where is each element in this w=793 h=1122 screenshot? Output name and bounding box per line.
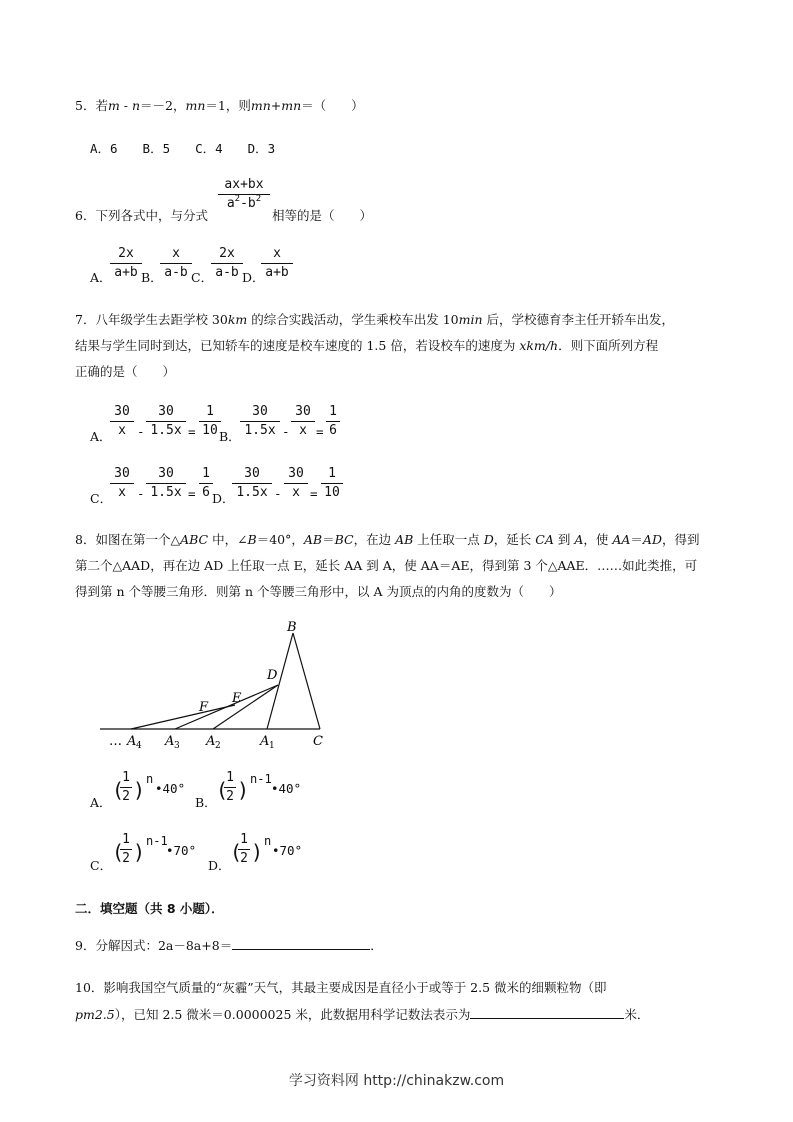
q7-d-f3-num: 1 [328,466,336,481]
q7-d-f1-bar [232,483,272,484]
label-f: F [199,700,209,715]
q7-line-1 [75,310,674,328]
q6-c-num: 2x [219,246,235,261]
q6-den-a: a [226,196,235,211]
q8-line-3: 得到第 n 个等腰三角形．则第 n 个等腰三角形中，以 A 为顶点的内角的度数为（ ） [75,584,562,599]
q7-l2-a: 结果与学生同时到达，已知轿车的速度是校车速度的 1.5 倍，若设校车的速度为 [75,338,520,353]
q6-frac-bar [218,194,270,195]
q8-l1-B: B [247,532,257,547]
q7-d-f2-bar [284,483,308,484]
q8-l1-h: 到 [553,532,575,547]
q10-line-2 [75,1005,649,1023]
q7-a-f3-den: 10 [202,423,218,438]
label-c: C [313,734,323,749]
label-a2: A [206,734,216,749]
q7-c-f2-den: 1.5x [150,485,182,500]
q7-line-3: 正确的是（ ） [75,364,176,379]
q6-a-num: 2x [118,246,134,261]
q7-b-frac1 [240,404,280,439]
q8-a-paren-close: ) [133,778,146,802]
q8-a-paren-open: ( [112,778,125,802]
q7-a-minus: - [137,424,145,439]
q8-triangle-figure [95,615,335,755]
q8-c-half-den: 2 [122,851,130,866]
q6-option-d-label: D． [242,270,265,285]
q6-option-c-fraction [211,246,243,281]
label-a4-sub: 4 [136,741,142,751]
q7-a-frac2 [146,404,186,439]
q7-c-frac1 [110,466,134,501]
q6-den-sup1: 2 [234,194,241,204]
q7-a-f1-bar [110,421,134,422]
q7-a-f3-num: 1 [206,404,214,419]
q7-c-f1-bar [110,483,134,484]
label-d: D [267,668,278,683]
q8-l1-a: 8．如图在第一个△ [75,532,181,547]
q8-c-exponent: n-1 [146,834,168,848]
label-e: E [232,691,242,706]
q7-line-2 [75,336,658,354]
q8-l1-ab: AB [303,532,323,547]
q6-frac-numerator: ax+bx [224,177,264,192]
q10-end: 米． [624,1007,650,1022]
q6-option-a-fraction [110,246,142,281]
footer-watermark: 学习资料网 http://chinakzw.com [288,1073,505,1089]
q7-a-f1-num: 30 [114,404,130,419]
q8-b-paren-open: ( [216,778,229,802]
q7-d-f1-den: 1.5x [236,485,268,500]
q10-answer-blank[interactable] [470,1006,624,1019]
q8-a-exponent: n [146,772,154,786]
q6-option-c-label: C． [191,270,214,285]
q6-d-den: a+b [265,265,289,280]
q8-b-half [224,770,236,805]
q8-option-a-label: A． [90,795,112,810]
q7-d-f2-den: x [292,485,300,500]
q7-d-minus: - [274,486,282,501]
q7-option-a-label: A． [90,429,112,444]
label-a4: A [127,734,137,749]
q5-text-c: ＝1，则 [205,98,251,113]
question-9 [75,936,383,954]
q8-d-half-bar [238,849,250,850]
q7-c-f3-num: 1 [202,466,210,481]
q7-l2-b: ．则下面所列方程 [558,338,659,353]
q8-l1-ab2: AB [395,532,414,547]
q8-c-half-bar [120,849,132,850]
q8-b-degree: •40° [271,781,302,796]
q7-d-f1-num: 30 [244,466,260,481]
q7-b-f2-den: x [299,423,307,438]
q8-l1-j: ＝ [630,532,643,547]
q6-stem-a: 6．下列各式中，与分式 [75,208,208,223]
q7-a-frac3 [199,404,221,439]
q8-d-half-den: 2 [240,851,248,866]
q5-expr-m-n: m - n [107,98,141,113]
q7-b-f3-num: 1 [329,404,337,419]
q5-expr-sum: mn+mn [250,98,302,113]
q8-d-paren-close: ) [251,840,264,864]
q7-b-f3-den: 6 [329,423,337,438]
q8-l1-i: ，使 [583,532,613,547]
q8-d-exponent: n [264,834,272,848]
q8-l1-g: ，延长 [493,532,536,547]
question-5-stem [75,96,364,114]
q7-a-frac1 [110,404,134,439]
q8-a-half-num: 1 [122,770,130,785]
q7-d-frac2 [284,466,308,501]
q6-option-d-fraction [261,246,293,281]
label-a3-sub: 3 [174,741,180,751]
q6-option-b-fraction [160,246,192,281]
q6-b-bar [160,263,192,264]
q5-text-d: ＝（ ） [301,98,364,113]
q8-l1-bc: BC [334,532,354,547]
q6-den-sup2: 2 [255,194,262,204]
q7-d-f3-den: 10 [324,485,340,500]
q8-a-degree: •40° [155,781,186,796]
q7-a-f2-den: 1.5x [150,423,182,438]
q6-a-bar [110,263,142,264]
q7-d-frac3 [321,466,343,501]
q6-b-den: a-b [164,265,188,280]
q8-l1-ca: CA [535,532,554,547]
q8-l1-d: ＝ [322,532,335,547]
q8-a-half-bar [120,787,132,788]
q7-b-f2-bar [291,421,315,422]
q7-b-f3-bar [326,421,340,422]
q8-l1-A: A [574,532,584,547]
q7-b-f2-num: 30 [295,404,311,419]
q7-b-f1-den: 1.5x [244,423,276,438]
q7-c-frac2 [146,466,186,501]
q8-option-d-label: D． [208,858,231,873]
q5-text-b: ＝－2， [140,98,186,113]
q8-line-2: 第二个△AAD，再在边 AD 上任取一点 E，延长 AA 到 A，使 AA＝AE，得到第 3 个△AAE．……如此类推，可 [75,558,698,573]
label-a1: A [260,734,270,749]
q7-a-f2-num: 30 [158,404,174,419]
q7-b-eq: = [316,424,324,439]
q6-b-num: x [172,246,180,261]
q7-c-frac3 [199,466,213,501]
q8-c-paren-close: ) [133,840,146,864]
q10-line-1: 10．影响我国空气质量的“灰霾”天气，其最主要成因是直径小于或等于 2.5 微米的细颗粒物（即 [75,980,607,995]
q5-expr-mn: mn [185,98,206,113]
q7-b-frac3 [326,404,340,439]
section-2-heading: 二．填空题（共 8 小题）． [75,901,224,916]
label-b: B [287,620,297,635]
q6-c-bar [211,263,243,264]
segment-bc [293,633,320,729]
q7-c-f1-den: x [118,485,126,500]
q7-option-c-label: C． [90,491,113,506]
q10-pm25: pm2.5 [75,1007,115,1022]
q7-d-f2-num: 30 [288,466,304,481]
q7-l1-b: 的综合实践活动，学生乘校车出发 10 [247,312,459,327]
q8-l1-k: ，得到 [661,532,700,547]
q7-c-eq: = [188,486,196,501]
q6-d-bar [261,263,293,264]
q7-b-f1-bar [240,421,280,422]
q7-c-f2-num: 30 [158,466,174,481]
q8-a-half [120,770,132,805]
q7-d-frac1 [232,466,272,501]
q8-l1-aa: AA [612,532,631,547]
q9-answer-blank[interactable] [232,937,370,950]
q7-l1-min: min [458,312,483,327]
q8-b-paren-close: ) [237,778,250,802]
q8-l1-ad: AD [642,532,662,547]
q8-option-b-label: B． [195,795,217,810]
q7-l1-a: 7．八年级学生去距学校 30 [75,312,228,327]
q9-stem: 9．分解因式：2a－8a+8＝ [75,938,233,953]
q8-b-exponent: n-1 [250,772,272,786]
q6-main-fraction [218,177,270,213]
q7-l1-c: 后，学校德育李主任开轿车出发， [482,312,675,327]
q8-l1-abc: ABC [180,532,209,547]
q8-l1-f: 上任取一点 [413,532,484,547]
q7-d-f3-bar [321,483,343,484]
q7-l1-km: km [227,312,248,327]
q7-option-d-label: D． [212,491,235,506]
q7-c-f1-num: 30 [114,466,130,481]
q6-stem-b: 相等的是（ ） [272,208,373,223]
q7-a-f2-bar [146,421,186,422]
q10-l2-text: ），已知 2.5 微米＝0.0000025 米，此数据用科学记数法表示为 [114,1007,471,1022]
q8-a-half-den: 2 [122,789,130,804]
q8-d-paren-open: ( [230,840,243,864]
q5-text-a: 5．若 [75,98,108,113]
label-a2-sub: 2 [215,741,221,751]
q8-b-half-den: 2 [226,789,234,804]
q6-a-den: a+b [114,265,138,280]
q7-b-frac2 [291,404,315,439]
q7-c-f2-bar [146,483,186,484]
q6-frac-denominator [218,196,270,213]
q8-d-half-num: 1 [240,832,248,847]
q8-l1-e: ，在边 [353,532,396,547]
q8-d-degree: •70° [272,843,303,858]
q8-l1-b: 中，∠ [208,532,248,547]
q7-option-b-label: B． [219,429,241,444]
q7-a-f3-bar [199,421,221,422]
q8-b-half-num: 1 [226,770,234,785]
q7-c-f3-bar [199,483,213,484]
q6-den-b: -b [240,196,256,211]
q7-c-minus: - [137,486,145,501]
q8-c-paren-open: ( [112,840,125,864]
q6-option-a-label: A． [90,270,112,285]
q6-c-den: a-b [215,265,239,280]
q8-l1-D: D [483,532,494,547]
q7-c-f3-den: 6 [202,485,210,500]
q8-c-half-num: 1 [122,832,130,847]
label-dots: … [109,734,122,749]
q7-d-eq: = [310,486,318,501]
q6-d-num: x [273,246,281,261]
q6-option-b-label: B． [141,270,163,285]
q7-l2-v: xkm/h [519,338,559,353]
q9-end: ． [370,938,383,953]
q7-b-minus: - [282,424,290,439]
question-5-options: A．6 B．5 C．4 D．3 [90,141,276,156]
q8-line-1 [75,530,700,548]
q7-b-f1-num: 30 [252,404,268,419]
q8-c-degree: •70° [166,843,197,858]
q8-d-half [238,832,250,867]
q8-l1-c: ＝40°， [256,532,304,547]
q7-a-f1-den: x [118,423,126,438]
q8-b-half-bar [224,787,236,788]
q7-a-eq: = [188,424,196,439]
label-a1-sub: 1 [269,741,275,751]
q8-option-c-label: C． [90,858,113,873]
label-a3: A [165,734,175,749]
q8-c-half [120,832,132,867]
